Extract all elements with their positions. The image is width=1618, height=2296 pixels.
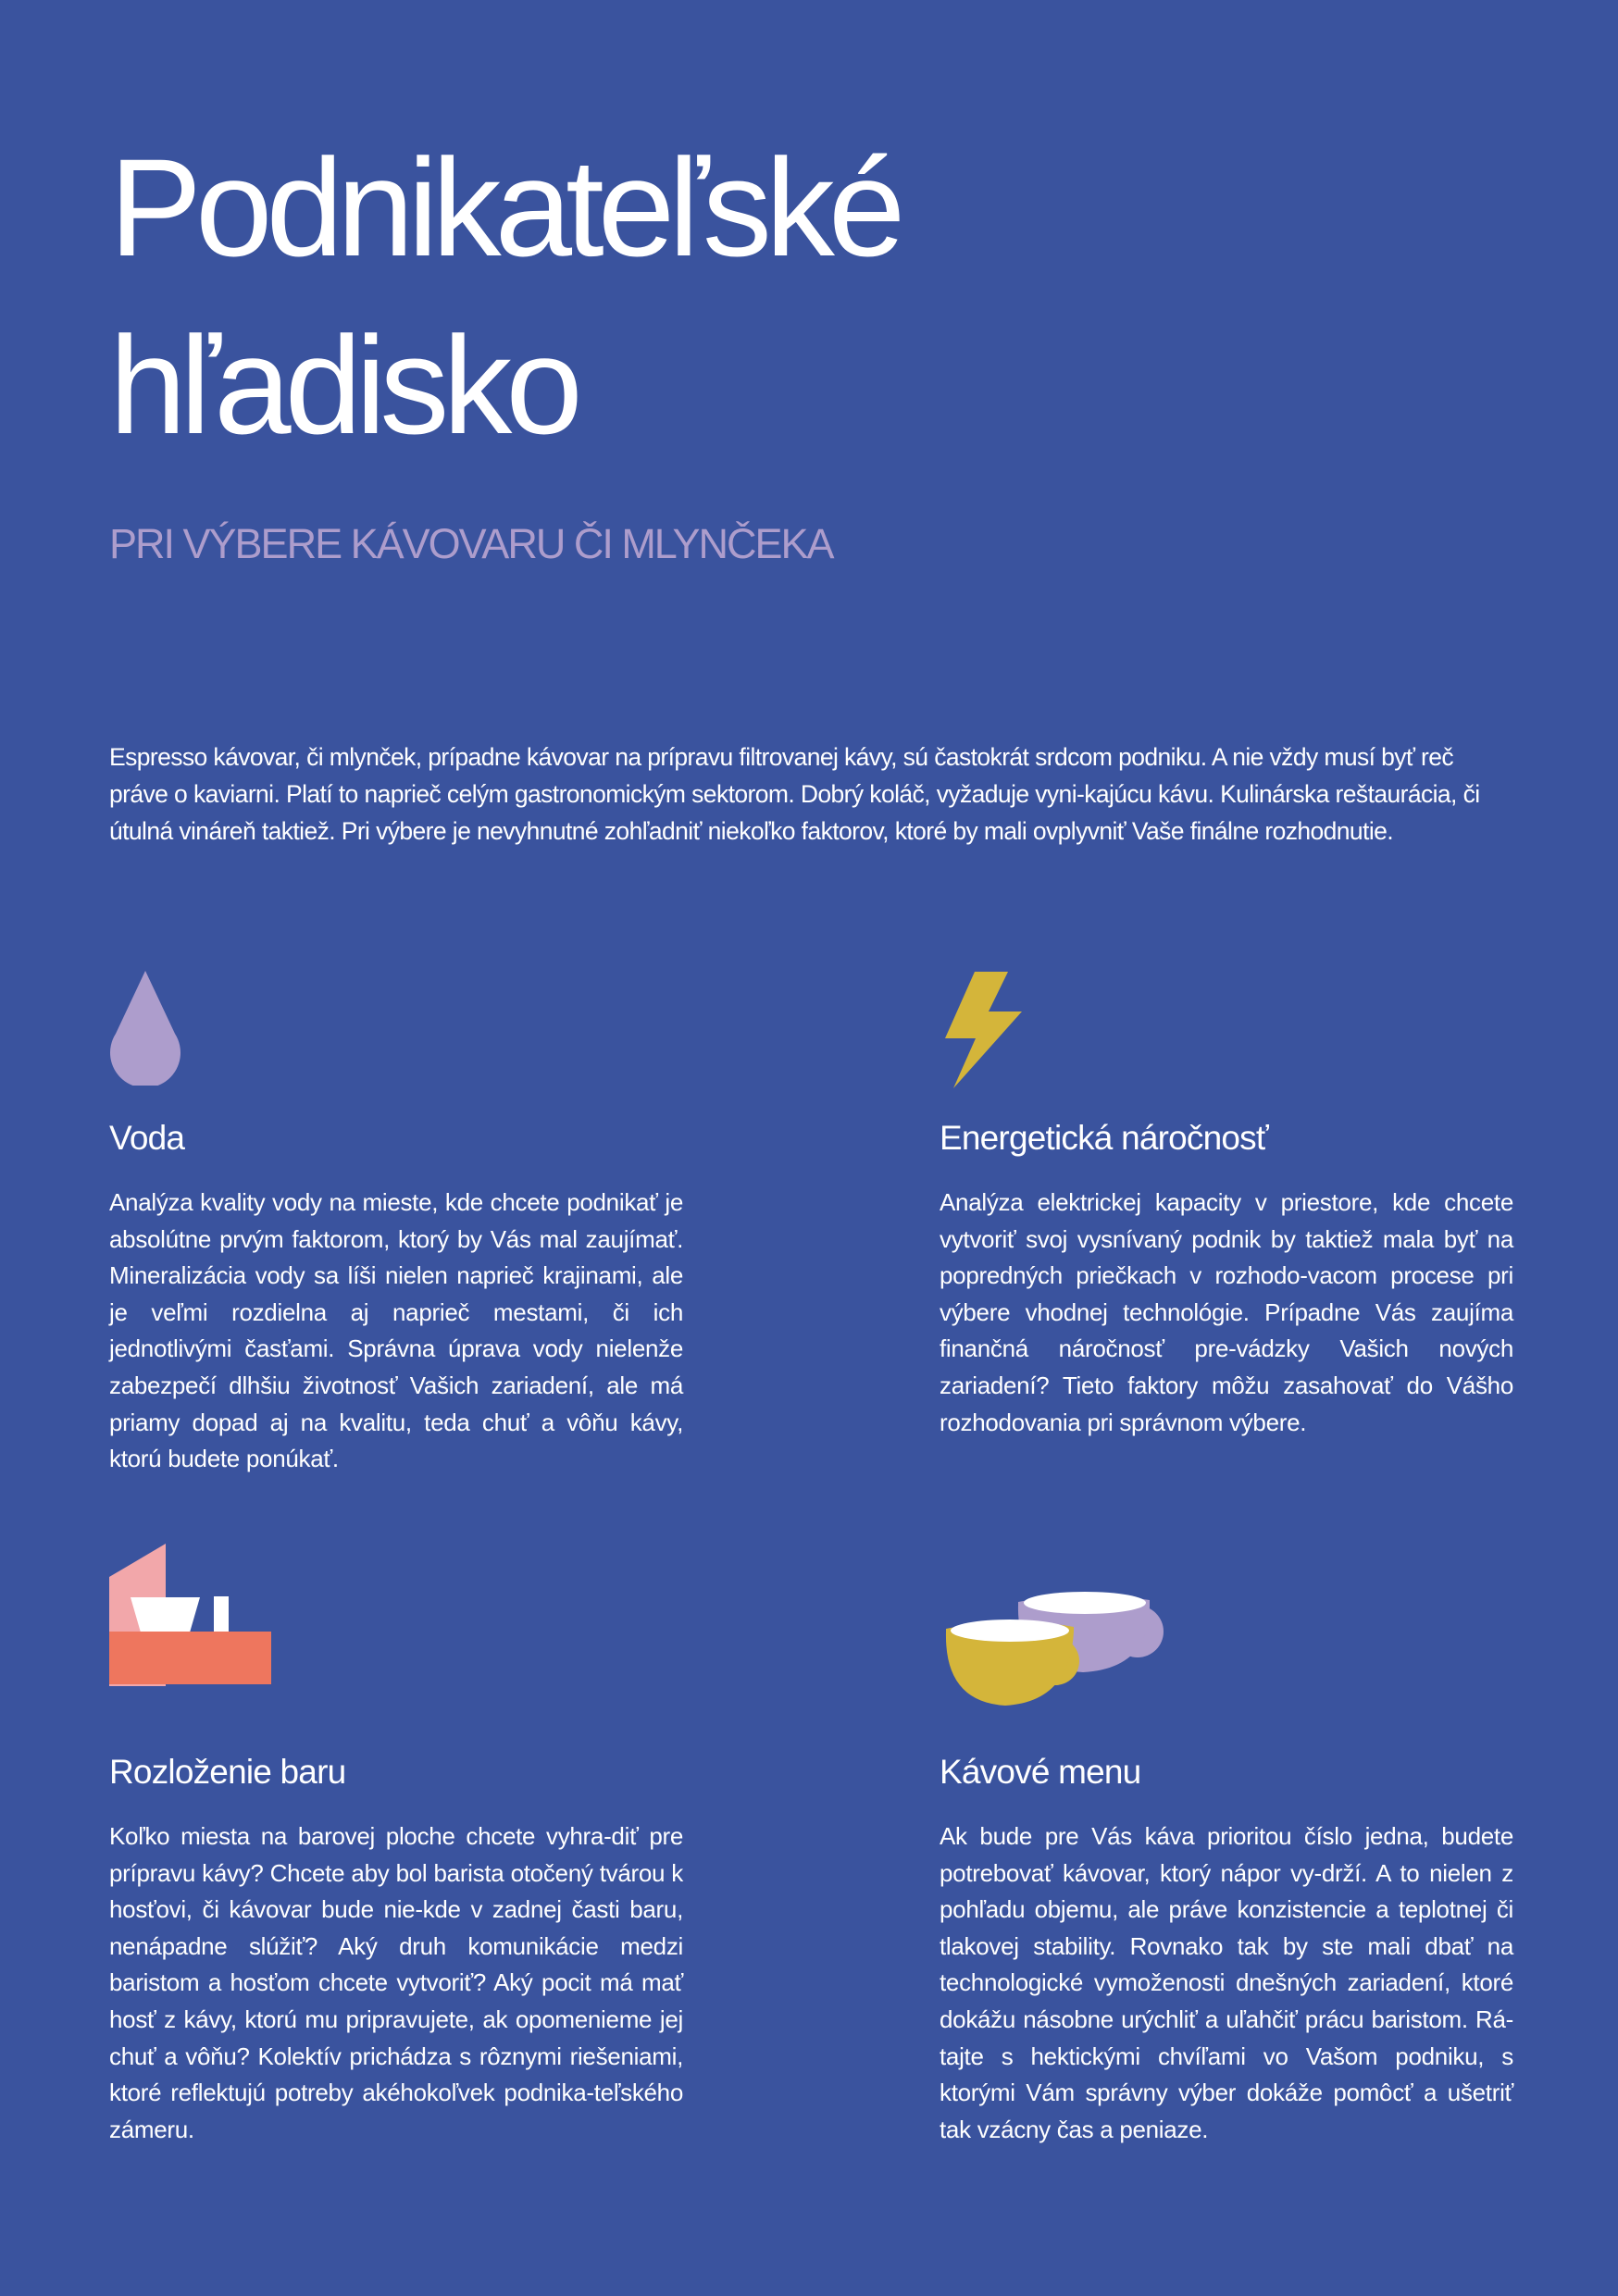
section-body: Analýza kvality vody na mieste, kde chcete podnikať je absolútne prvým faktorom, ktorý by Vás mal zaujímať. Mineralizácia vody sa líši nielen naprieč krajinami, ale je veľmi rozdielna aj naprieč mestami, či ich jednotlivými časťami. Správna úprava vody nielenže zabezpečí dlhšiu životnosť Vašich zariadení, ale má priamy dopad aj na kvalitu, teda chuť a vôňu kávy, ktorú budete ponúkať. [109, 1188, 683, 1473]
page-title-line-2: hľadisko [109, 307, 577, 463]
section-energeticka-narocnost [940, 1118, 1513, 1441]
lightning-bolt-icon [942, 970, 1026, 1090]
intro-paragraph: Espresso kávovar, či mlynček, prípadne kávovar na prípravu filtrovanej kávy, sú častokrát srdcom podniku. A nie vždy musí byť reč práve o kaviarni. Platí to naprieč celým gastronomickým sektorom. Dobrý koláč, vyžaduje vyni-kajúcu kávu. Kulinárska reštaurácia, či útulná vináreň taktiež. Pri výbere je nevyhnutné zohľadniť niekoľko faktorov, ktoré by mali ovplyvniť Vaše finálne rozhodnutie. [109, 743, 1480, 845]
section-voda [109, 1118, 683, 1478]
page-title [109, 118, 1313, 474]
section-heading: Voda [109, 1119, 185, 1157]
section-heading: Energetická náročnosť [940, 1119, 1268, 1157]
bar-counter-icon [109, 1543, 272, 1686]
section-rozlozenie-baru [109, 1752, 683, 2148]
section-body: Ak bude pre Vás káva prioritou číslo jedna, budete potrebovať kávovar, ktorý nápor vy-drží. A to nielen z pohľadu objemu, ale práve konzistencie a teplotnej či tlakovej stability. Rovnako tak by ste mali dbať na technologické vymoženosti dnešných zariadení, ktoré dokážu násobne urýchliť a uľahčiť prácu baristom. Rá-tajte s hektickými chvíľami vo Vašom podniku, s ktorými Vám správny výber dokáže pomôcť a ušetriť tak vzácny čas a peniaze. [940, 1822, 1513, 2143]
section-heading: Kávové menu [940, 1753, 1141, 1791]
section-kavove-menu [940, 1752, 1513, 2148]
page-subtitle: PRI VÝBERE KÁVOVARU ČI MLYNČEKA [109, 520, 833, 567]
section-body: Koľko miesta na barovej ploche chcete vyhra-diť pre prípravu kávy? Chcete aby bol barista otočený tvárou k hosťovi, či kávovar bude nie-kde v zadnej časti baru, nenápadne slúžiť? Aký druh komunikácie medzi baristom a hosťom chcete vytvoriť? Aký pocit má mať hosť z kávy, ktorú mu pripravujete, ak opomenieme jej chuť a vôňu? Kolektív prichádza s rôznymi riešeniami, ktoré reflektujú potreby akéhokoľvek podnika-teľského zámeru. [109, 1822, 683, 2143]
coffee-cups-icon [935, 1587, 1166, 1707]
section-heading: Rozloženie baru [109, 1753, 346, 1791]
water-drop-icon [108, 971, 182, 1086]
page-title-line-1: Podnikateľské [109, 130, 900, 285]
section-body: Analýza elektrickej kapacity v priestore, kde chcete vytvoriť svoj vysnívaný podnik by taktiež mala byť na popredných priečkach v rozhodo-vacom procese pri výbere vhodnej technológie. Prípadne Vás zaujíma finančná náročnosť pre-vádzky Vašich nových zariadení? Tieto faktory môžu zasahovať do Vášho rozhodovania pri správnom výbere. [940, 1188, 1513, 1436]
